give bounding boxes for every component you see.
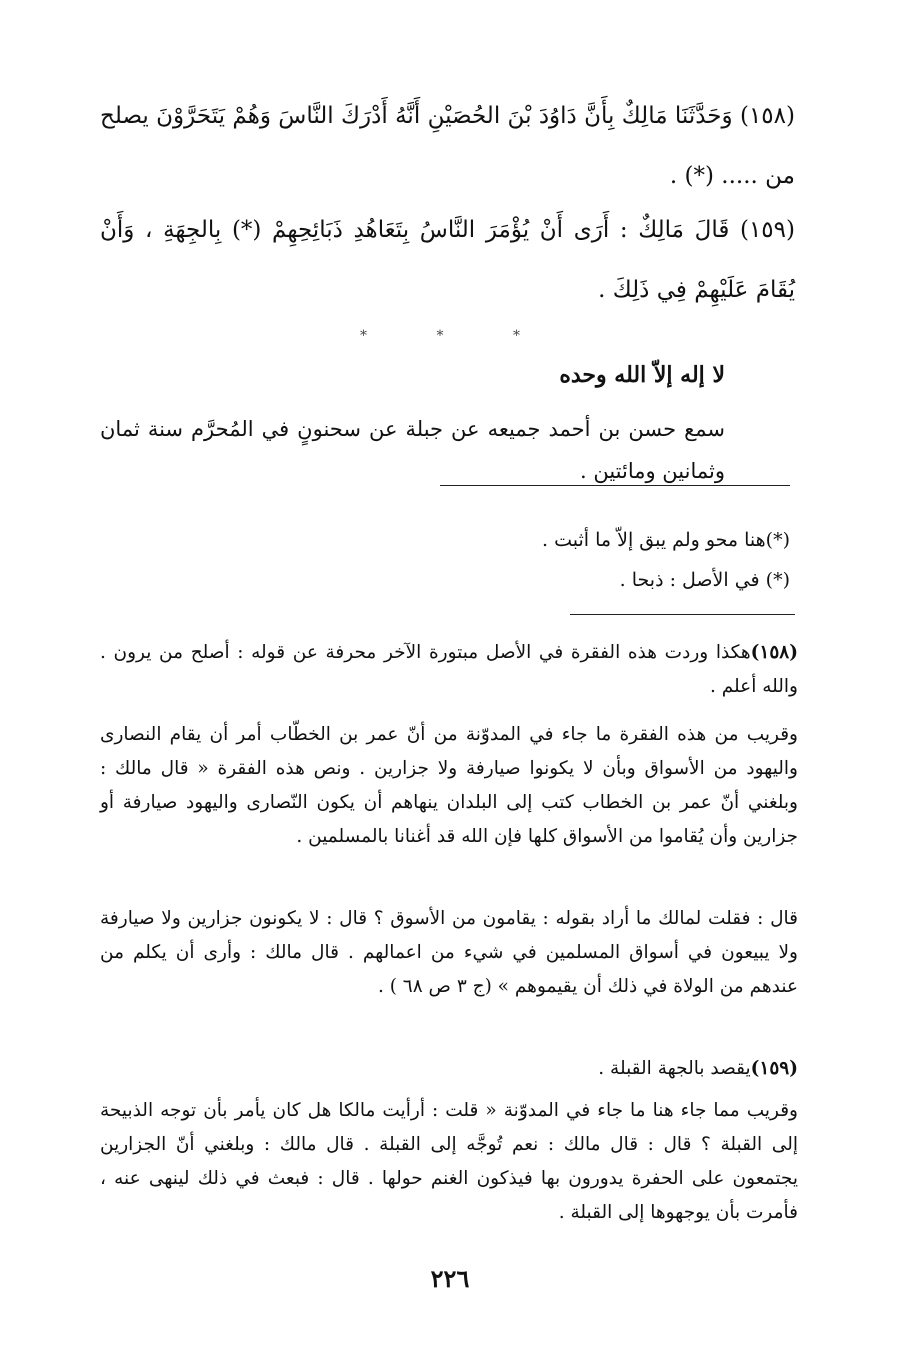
footnote-158-paragraph: وقريب من هذه الفقرة ما جاء في المدوّنة من أنّ عمر بن الخطّاب أمر أن يقام النصارى واليهود من الأسواق وبأن لا يكونوا صيارفة ولا جزارين . ونص هذه الفقرة « قال مالك : وبلغني أنّ عمر بن الخطاب كتب إلى البلدان ينهاهم أن يكون النّصارى واليهود صيارفة أو جزارين وأن يُقاموا من الأسواق كلها فإن الله قد أغنانا بالمسلمين .: [100, 724, 798, 847]
sama-note: سمع حسن بن أحمد جميعه عن جبلة عن سحنونٍ في المُحرَّم سنة ثمان وثمانين ومائتين .: [100, 417, 725, 483]
footnote-number: (١٥٨): [750, 642, 798, 663]
footnote-number: (١٥٩): [750, 1058, 798, 1079]
editor-notes: [200, 520, 790, 600]
shahada-heading: لا إله إلاّ الله وحده: [559, 362, 725, 388]
editor-note: (*)هنا محو ولم يبق إلاّ ما أثبت .: [542, 529, 790, 551]
footnote-text: يقصد بالجهة القبلة .: [598, 1058, 751, 1079]
footnote-rule: [570, 614, 795, 615]
paragraph-159: (١٥٩) قَالَ مَالِكٌ : أَرَى أَنْ يُؤْمَرَ النَّاسُ بِتَعَاهُدِ ذَبَائِحِهِمْ (*) بِالجِهَةِ ، وَأَنْ يُقَامَ عَلَيْهِمْ فِي ذَلِكَ .: [100, 217, 795, 303]
footnote-159-paragraph: وقريب مما جاء هنا ما جاء في المدوّنة « قلت : أرأيت مالكا هل كان يأمر بأن توجه الذبيحة إلى القبلة ؟ قال : قال مالك : نعم تُوجَّه إلى القبلة . قال مالك : وبلغني أنّ الجزارين يجتمعون على الحفرة يدورون بها فيذكون الغنم حولها . قال : فبعث في ذلك لينهى عنه ، فأمرت بأن يوجهوها إلى القبلة .: [100, 1100, 798, 1223]
section-separator: [360, 328, 520, 344]
asterisk: *: [436, 328, 444, 344]
page-number: ٢٢٦: [430, 1264, 470, 1293]
footnote-158-paragraph: قال : فقلت لمالك ما أراد بقوله : يقامون من الأسوق ؟ قال : لا يكونون جزارين ولا صيارفة ولا يبيعون في أسواق المسلمين في شيء من اعمالهم . قال مالك : وأرى أن يكلم من عندهم من الولاة في ذلك أن يقيموهم » (ج ٣ ص ٦٨ ) .: [100, 908, 798, 997]
paragraph-158: (١٥٨) وَحَدَّثَنَا مَالِكٌ بِأَنَّ دَاوُدَ بْنَ الحُصَيْنِ أَنَّهُ أَدْرَكَ النَّاسَ وَهُمْ يَتَحَرَّوْنَ يصلح من ..... (*) .: [100, 103, 795, 189]
colophon-rule: [440, 485, 790, 486]
editor-note: (*) في الأصل : ذبحا .: [619, 569, 790, 591]
asterisk: *: [513, 328, 520, 344]
footnote-159: [100, 1052, 798, 1086]
footnote-158: [100, 636, 798, 704]
footnote-text: هكذا وردت هذه الفقرة في الأصل مبتورة الآخر محرفة عن قوله : أصلح من يرون . والله أعلم .: [100, 642, 798, 697]
asterisk: *: [360, 328, 367, 344]
